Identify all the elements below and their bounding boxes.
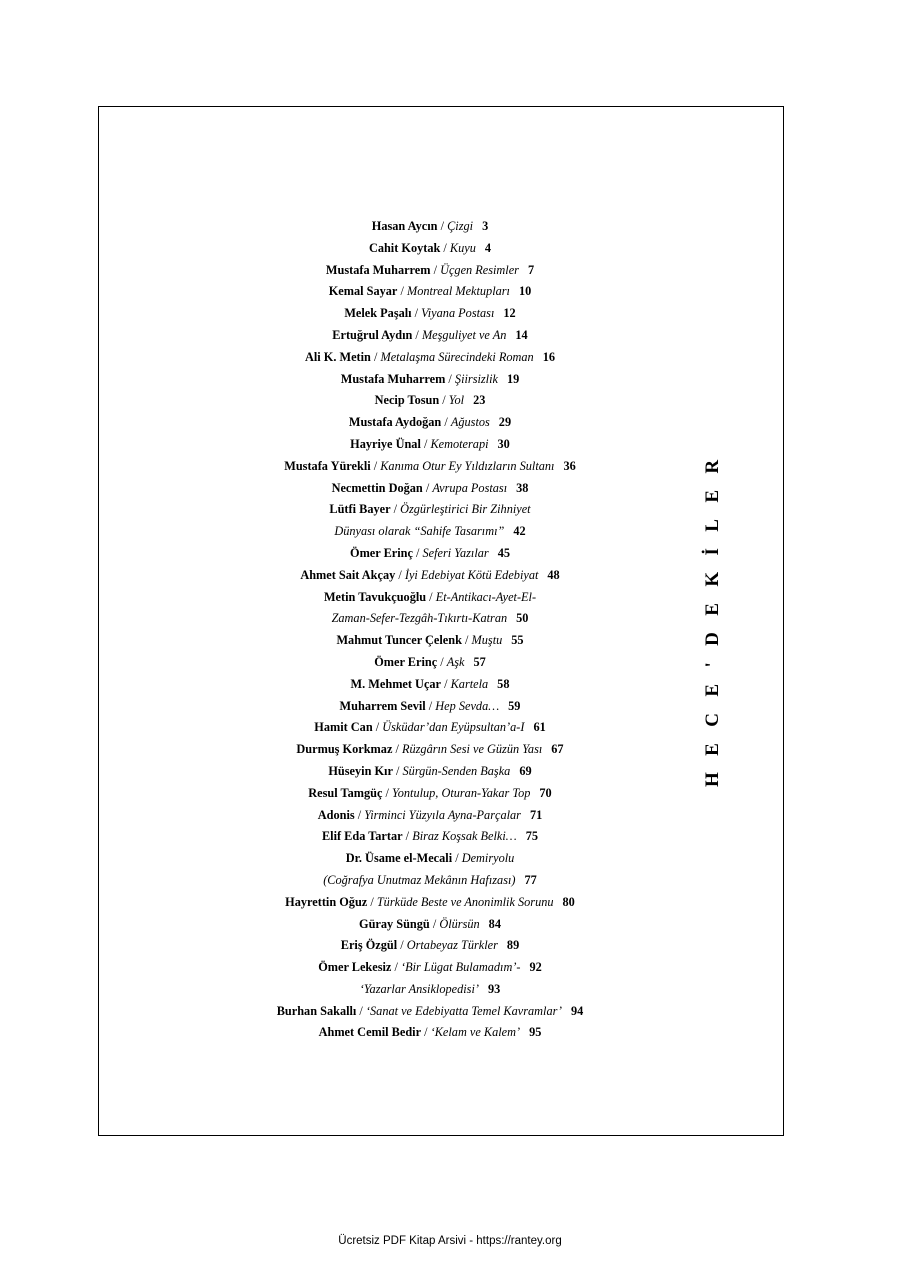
toc-title: Ortabeyaz Türkler [406,938,498,953]
toc-page-number: 70 [539,785,552,800]
toc-page-number: 95 [529,1025,542,1040]
toc-title: Montreal Mektupları [406,284,510,299]
toc-author: Mustafa Aydoğan [348,415,442,430]
toc-author: Mustafa Muharrem [340,371,446,386]
toc-title: Et-Antikacı-Ayet-El- [435,589,537,604]
toc-page-number: 93 [487,981,501,996]
toc-page-number: 42 [513,524,526,539]
toc-author: Mustafa Yürekli [284,458,371,473]
toc-entry: Hayriye Ünal / Kemoterapi 30 [350,436,510,451]
toc-entry: Dr. Üsame el-Mecali / Demiryolu [345,851,515,866]
toc-author: Ahmet Sait Akçay [300,567,396,582]
toc-page-number: 71 [529,807,543,822]
toc-entry: Necip Tosun / Yol 23 [374,393,486,408]
toc-entry: Ahmet Sait Akçay / İyi Edebiyat Kötü Edebiyat 48 [300,567,560,582]
toc-title: Kartela [450,676,489,691]
toc-title: Dünyası olarak “Sahife Tasarımı” [334,524,505,539]
toc-title: Seferi Yazılar [422,545,489,560]
toc-author: Durmuş Korkmaz [296,742,393,757]
toc-page-number: 7 [527,262,535,277]
toc-title: Aşk [446,654,465,669]
toc-title: Şiirsizlik [454,371,498,386]
toc-entry: Ali K. Metin / Metalaşma Sürecindeki Roman 16 [304,349,555,364]
toc-entry: Melek Paşalı / Viyana Postası 12 [344,306,516,321]
toc-title: Metalaşma Sürecindeki Roman [380,349,534,364]
toc-title: Yontulup, Oturan-Yakar Top [392,785,531,800]
toc-entry: Güray Süngü / Ölürsün 84 [359,916,501,931]
toc-entry: Cahit Koytak / Kuyu 4 [368,240,492,255]
toc-title: Yol [448,393,465,408]
toc-title: Kemoterapi [430,436,489,451]
toc-title: ‘Bir Lügat Bulamadım’- [400,960,521,975]
toc-entry: Adonis / Yirminci Yüzyıla Ayna-Parçalar 71 [317,807,543,822]
table-of-contents [0,106,860,1044]
toc-entry: Durmuş Korkmaz / Rüzgârın Sesi ve Güzün Yası 67 [296,742,564,757]
toc-entry: Resul Tamgüç / Yontulup, Oturan-Yakar Top 70 [308,785,552,800]
toc-author: Resul Tamgüç [308,785,383,800]
toc-author: Mahmut Tuncer Çelenk [336,633,462,648]
toc-author: Hasan Aycın [371,219,438,233]
toc-page-number: 61 [533,720,546,735]
toc-entry: Eriş Özgül / Ortabeyaz Türkler 89 [340,938,520,953]
toc-title: Meşguliyet ve An [421,327,507,342]
toc-author: Lütfi Bayer [329,502,391,517]
toc-author: Eriş Özgül [340,938,398,953]
toc-entry: Burhan Sakallı / ‘Sanat ve Edebiyatta Temel Kavramlar’ 94 [276,1003,584,1018]
toc-author: Ömer Erinç [374,654,438,669]
toc-entry: Ömer Lekesiz / ‘Bir Lügat Bulamadım’- 92 [318,960,542,975]
toc-page-number: 10 [518,284,532,299]
toc-entry: Mahmut Tuncer Çelenk / Muştu 55 [336,633,524,648]
toc-author: Ali K. Metin [304,349,371,364]
toc-title: Kuyu [449,240,476,255]
toc-entry: Lütfi Bayer / Özgürleştirici Bir Zihniyet [329,502,531,517]
toc-entry: Ömer Erinç / Seferi Yazılar 45 [350,545,510,560]
toc-entry: Hüseyin Kır / Sürgün-Senden Başka 69 [328,763,532,778]
toc-page-number: 84 [488,916,501,931]
toc-entry: Hasan Aycın / Çizgi 3 [371,219,489,233]
toc-author: Elif Eda Tartar [321,829,403,844]
toc-page-number: 94 [570,1003,584,1018]
toc-page-number: 45 [497,545,510,560]
toc-page-number: 29 [498,415,512,430]
toc-title: Muştu [471,633,503,648]
toc-page-number: 36 [563,458,576,473]
toc-entry: Mustafa Yürekli / Kanıma Otur Ey Yıldızların Sultanı 36 [284,458,576,473]
toc-title: Üçgen Resimler [440,262,519,277]
toc-entry: Necmettin Doğan / Avrupa Postası 38 [331,480,529,495]
toc-title: Türküde Beste ve Anonimlik Sorunu [376,894,554,909]
toc-title: (Coğrafya Unutmaz Mekânın Hafızası) [323,872,516,887]
toc-page-number: 12 [503,306,516,321]
toc-author: Mustafa Muharrem [325,262,431,277]
toc-author: Güray Süngü [359,916,430,931]
toc-title: Rüzgârın Sesi ve Güzün Yası [401,742,543,757]
toc-author: Ömer Lekesiz [318,960,392,975]
toc-title: Çizgi [447,219,474,233]
toc-author: Burhan Sakallı [276,1003,357,1018]
toc-author: Hüseyin Kır [328,763,393,778]
toc-title: Sürgün-Senden Başka [402,763,511,778]
toc-title: Hep Sevda… [435,698,500,713]
toc-entry [0,870,860,892]
toc-page-number: 59 [508,698,521,713]
toc-title: İyi Edebiyat Kötü Edebiyat [404,567,539,582]
toc-entry: M. Mehmet Uçar / Kartela 58 [350,676,510,691]
toc-page-number: 57 [473,654,486,669]
toc-entry [0,521,860,543]
toc-author: Necip Tosun [374,393,440,408]
toc-page-number: 23 [473,393,486,408]
toc-page-number: 4 [484,240,492,255]
toc-entry: Hayrettin Oğuz / Türküde Beste ve Anonimlik Sorunu 80 [285,894,575,909]
toc-page-number: 92 [529,960,542,975]
toc-page-number: 48 [547,567,560,582]
toc-page-number: 14 [515,327,528,342]
toc-page-number: 75 [525,829,539,844]
toc-page-number: 38 [516,480,529,495]
toc-page-number: 67 [551,742,564,757]
toc-entry: Mustafa Aydoğan / Ağustos 29 [348,415,512,430]
toc-title: Viyana Postası [421,306,495,321]
toc-title: Kanıma Otur Ey Yıldızların Sultanı [380,458,555,473]
toc-author: Hamit Can [314,720,373,735]
toc-author: Necmettin Doğan [331,480,423,495]
footer-text: Ücretsiz PDF Kitap Arsivi - https://rantey.org [338,1235,562,1247]
toc-author: Kemal Sayar [328,284,398,299]
toc-title: Ağustos [450,415,490,430]
toc-author: Metin Tavukçuoğlu [323,589,427,604]
toc-author: Hayrettin Oğuz [285,894,368,909]
toc-author: Muharrem Sevil [339,698,426,713]
toc-page-number: 77 [524,872,537,887]
toc-entry [0,608,860,630]
toc-author: Ertuğrul Aydın [332,327,413,342]
toc-author: Dr. Üsame el-Mecali [345,851,453,866]
toc-title: ‘Kelam ve Kalem’ [430,1025,521,1040]
toc-page-number: 16 [542,349,555,364]
toc-entry: Mustafa Muharrem / Şiirsizlik 19 [340,371,520,386]
toc-title: Üsküdar’dan Eyüpsultan’a-I [382,720,525,735]
toc-entry: Ömer Erinç / Aşk 57 [374,654,486,669]
toc-page-number: 55 [511,633,524,648]
toc-entry: Ahmet Cemil Bedir / ‘Kelam ve Kalem’ 95 [318,1025,542,1040]
toc-page-number: 69 [519,763,532,778]
toc-title: Demiryolu [461,851,515,866]
side-title: HECE'DEKİLER [702,443,723,787]
toc-page-number: 3 [482,219,489,233]
toc-entry: Metin Tavukçuoğlu / Et-Antikacı-Ayet-El- [323,589,537,604]
toc-entry: Ertuğrul Aydın / Meşguliyet ve An 14 [332,327,528,342]
toc-title: ‘Sanat ve Edebiyatta Temel Kavramlar’ [365,1003,562,1018]
toc-title: Yirminci Yüzyıla Ayna-Parçalar [364,807,521,822]
toc-author: Cahit Koytak [368,240,441,255]
toc-page-number: 30 [497,436,510,451]
toc-title: Özgürleştirici Bir Zihniyet [400,502,531,517]
toc-author: Hayriye Ünal [350,436,421,451]
toc-title: Avrupa Postası [432,480,508,495]
toc-entry: Elif Eda Tartar / Biraz Koşsak Belki… 75 [321,829,539,844]
toc-page-number: 19 [506,371,520,386]
toc-title: Zaman-Sefer-Tezgâh-Tıkırtı-Katran [331,611,508,626]
toc-author: M. Mehmet Uçar [350,676,442,691]
toc-page-number: 50 [516,611,529,626]
toc-title: Ölürsün [439,916,480,931]
toc-entry: Hamit Can / Üsküdar’dan Eyüpsultan’a-I 61 [314,720,546,735]
toc-title: ‘Yazarlar Ansiklopedisi’ [359,981,479,996]
toc-author: Ahmet Cemil Bedir [318,1025,422,1040]
toc-entry: Mustafa Muharrem / Üçgen Resimler 7 [325,262,535,277]
toc-page-number: 58 [497,676,510,691]
toc-page-number: 89 [506,938,520,953]
toc-entry: Kemal Sayar / Montreal Mektupları 10 [328,284,532,299]
toc-author: Melek Paşalı [344,306,412,321]
toc-author: Adonis [317,807,355,822]
toc-author: Ömer Erinç [350,545,413,560]
toc-entry [0,979,860,1001]
toc-page-number: 80 [562,894,575,909]
toc-entry: Muharrem Sevil / Hep Sevda… 59 [339,698,521,713]
toc-title: Biraz Koşsak Belki… [412,829,517,844]
